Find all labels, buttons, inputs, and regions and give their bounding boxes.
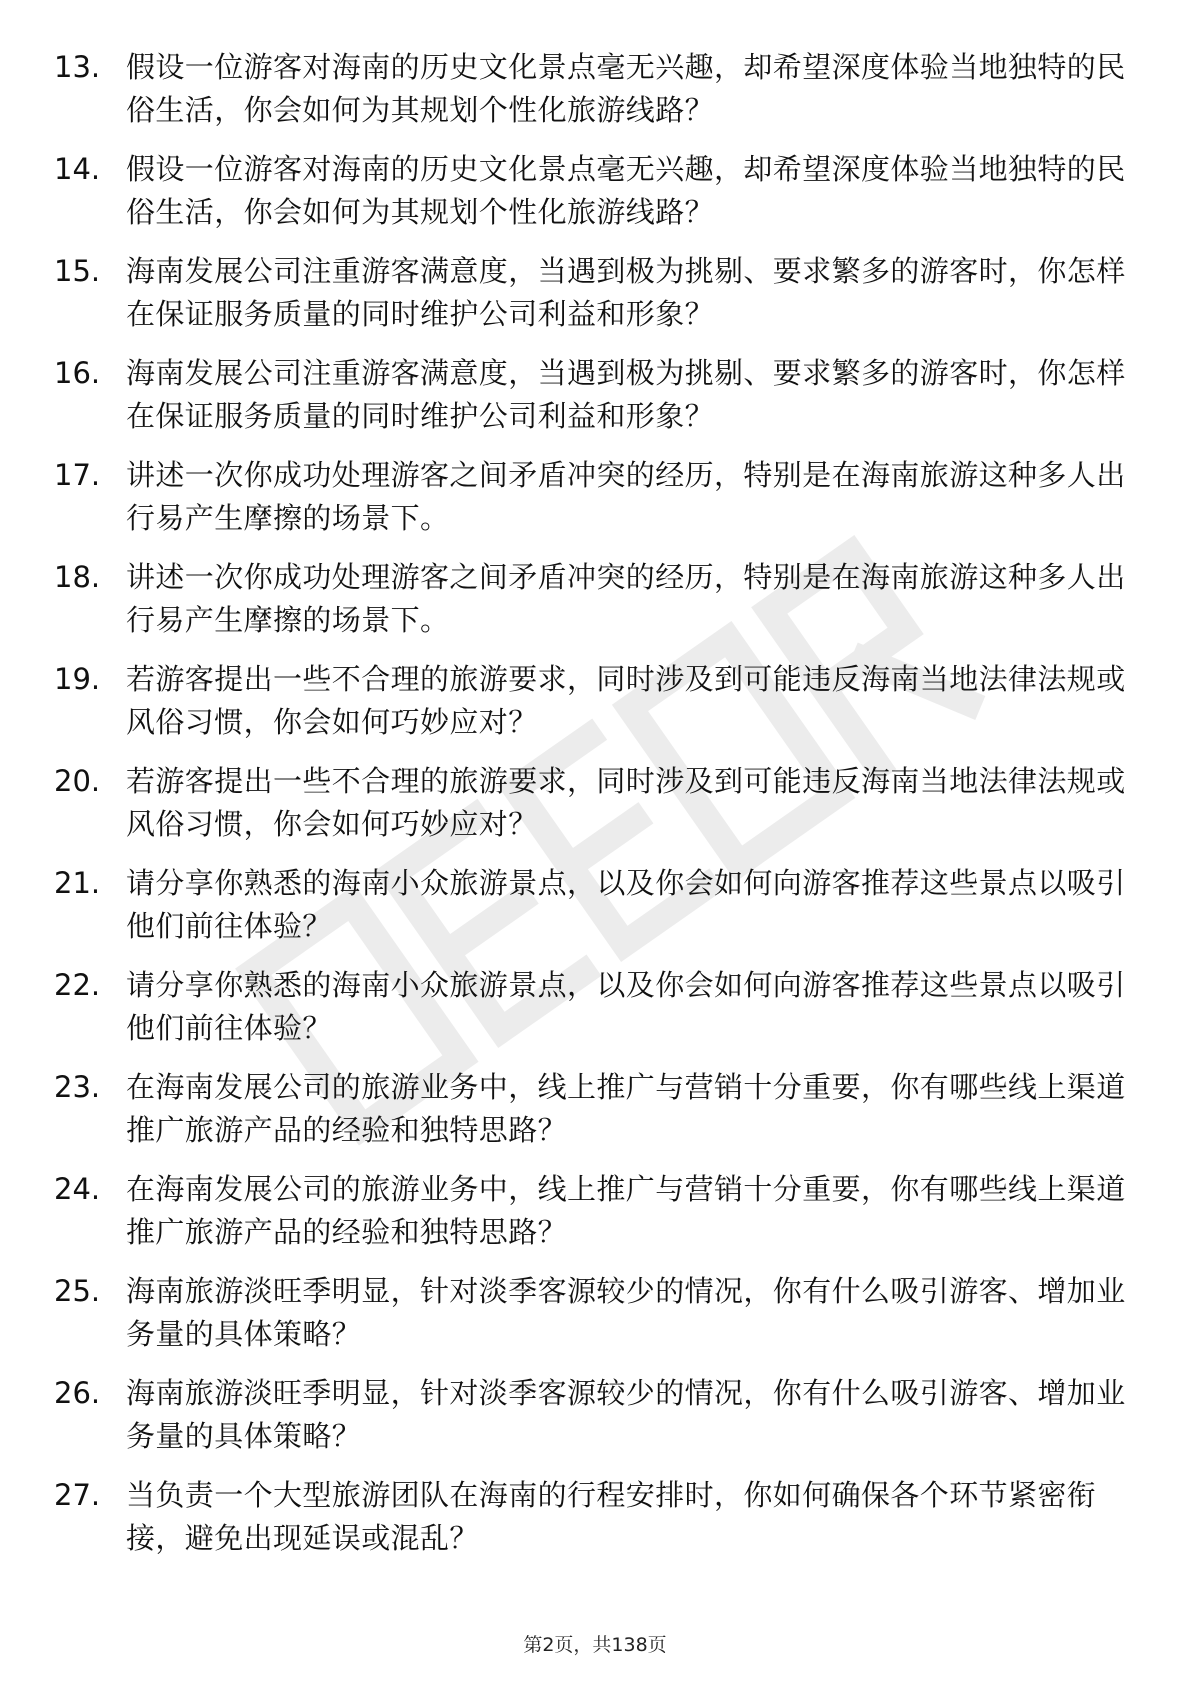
question-number: 18. [54, 560, 101, 594]
question-number: 15. [54, 254, 101, 288]
question-text: 海南旅游淡旺季明显，针对淡季客源较少的情况，你有什么吸引游客、增加业务量的具体策略？ [126, 1274, 1126, 1351]
question-text: 当负责一个大型旅游团队在海南的行程安排时，你如何确保各个环节紧密衔接，避免出现延误或混乱？ [126, 1478, 1097, 1555]
question-number: 25. [54, 1274, 101, 1308]
page-footer: 第2页，共138页 [523, 1634, 667, 1656]
question-text: 假设一位游客对海南的历史文化景点毫无兴趣，却希望深度体验当地独特的民俗生活，你会如何为其规划个性化旅游线路？ [126, 50, 1126, 127]
question-item [54, 352, 1134, 454]
question-item [54, 1474, 1134, 1576]
question-number: 19. [54, 662, 101, 696]
question-number: 21. [54, 866, 101, 900]
question-text: 讲述一次你成功处理游客之间矛盾冲突的经历，特别是在海南旅游这种多人出行易产生摩擦的场景下。 [126, 458, 1126, 535]
question-text: 在海南发展公司的旅游业务中，线上推广与营销十分重要，你有哪些线上渠道推广旅游产品的经验和独特思路？ [126, 1172, 1126, 1249]
question-text: 假设一位游客对海南的历史文化景点毫无兴趣，却希望深度体验当地独特的民俗生活，你会如何为其规划个性化旅游线路？ [126, 152, 1126, 229]
question-item [54, 1372, 1134, 1474]
question-item [54, 46, 1134, 148]
question-number: 27. [54, 1478, 101, 1512]
question-number: 26. [54, 1376, 101, 1410]
question-number: 24. [54, 1172, 101, 1206]
question-text: 请分享你熟悉的海南小众旅游景点，以及你会如何向游客推荐这些景点以吸引他们前往体验？ [126, 866, 1126, 943]
question-number: 17. [54, 458, 101, 492]
question-text: 讲述一次你成功处理游客之间矛盾冲突的经历，特别是在海南旅游这种多人出行易产生摩擦的场景下。 [126, 560, 1126, 637]
question-item [54, 454, 1134, 556]
question-text: 海南发展公司注重游客满意度，当遇到极为挑剔、要求繁多的游客时，你怎样在保证服务质量的同时维护公司利益和形象？ [126, 356, 1126, 433]
question-item [54, 658, 1134, 760]
question-number: 13. [54, 50, 101, 84]
question-list [54, 46, 1134, 1576]
question-item [54, 148, 1134, 250]
question-text: 在海南发展公司的旅游业务中，线上推广与营销十分重要，你有哪些线上渠道推广旅游产品的经验和独特思路？ [126, 1070, 1126, 1147]
question-item [54, 760, 1134, 862]
question-number: 14. [54, 152, 101, 186]
question-text: 请分享你熟悉的海南小众旅游景点，以及你会如何向游客推荐这些景点以吸引他们前往体验？ [126, 968, 1126, 1045]
question-item [54, 1066, 1134, 1168]
question-item [54, 1270, 1134, 1372]
question-number: 23. [54, 1070, 101, 1104]
question-item [54, 1168, 1134, 1270]
question-item [54, 250, 1134, 352]
question-text: 海南旅游淡旺季明显，针对淡季客源较少的情况，你有什么吸引游客、增加业务量的具体策略？ [126, 1376, 1126, 1453]
question-number: 22. [54, 968, 101, 1002]
question-text: 若游客提出一些不合理的旅游要求，同时涉及到可能违反海南当地法律法规或风俗习惯，你会如何巧妙应对？ [126, 764, 1126, 841]
question-text: 若游客提出一些不合理的旅游要求，同时涉及到可能违反海南当地法律法规或风俗习惯，你会如何巧妙应对？ [126, 662, 1126, 739]
question-item [54, 964, 1134, 1066]
question-number: 20. [54, 764, 101, 798]
question-item [54, 862, 1134, 964]
question-item [54, 556, 1134, 658]
question-text: 海南发展公司注重游客满意度，当遇到极为挑剔、要求繁多的游客时，你怎样在保证服务质量的同时维护公司利益和形象？ [126, 254, 1126, 331]
question-number: 16. [54, 356, 101, 390]
